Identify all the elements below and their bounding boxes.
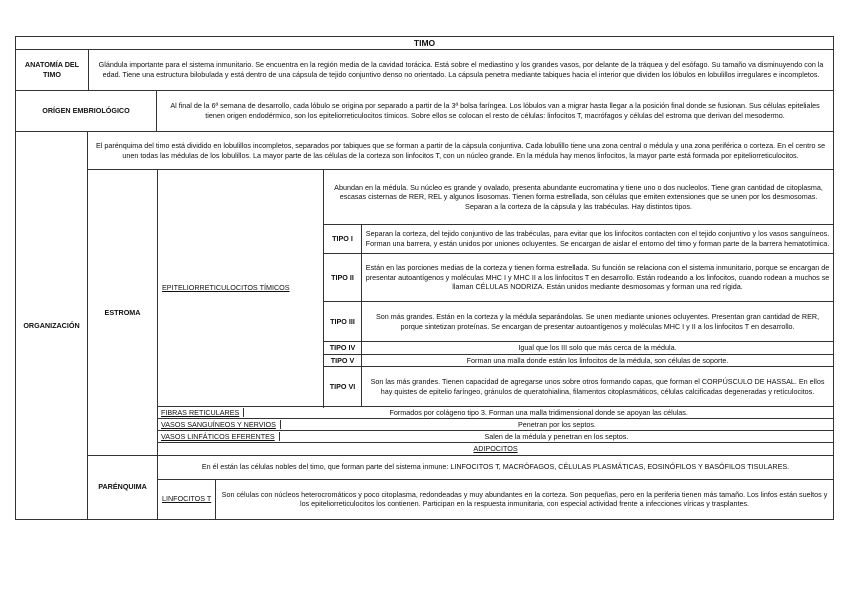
tipo-vi-label: TIPO VI — [324, 367, 362, 407]
tipo-ii-label: TIPO II — [324, 254, 362, 302]
anatomia-row — [16, 50, 834, 91]
tipo-iii-text: Son más grandes. Están en la corteza y la médula separándolas. Se unen mediante uniones ocluyentes. Presentan gran cantidad de RER, porque sintetizan proteínas. Se encargan de presentar autoantígenos y moléculas MHC I y II a los linfocitos T en desarrollo. — [362, 302, 834, 342]
tipo-iii-label: TIPO III — [324, 302, 362, 342]
fibras-label: FIBRAS RETICULARES — [158, 408, 244, 418]
fibras-text: Formados por colágeno tipo 3. Forman una malla tridimensional donde se apoyan las células. — [389, 407, 688, 417]
anatomia-text: Glándula importante para el sistema inmunitario. Se encuentra en la región media de la cavidad torácica. Está sobre el mediastino y los grandes vasos, por delante de la tráquea y del esófago. Su tamaño va disminuyendo con la edad. Tiene una estructura bilobulada y está dentro de una cápsula de tejido conjuntivo denso no orientado. La cápsula penetra mediante tabiques hacia el interior que dividen los lóbulos en lobulillos irregulares e incompletos. — [98, 60, 824, 79]
organizacion-label: ORGANIZACIÓN — [16, 132, 88, 520]
origen-row — [16, 91, 834, 132]
timo-document — [15, 36, 833, 520]
vasos-linfaticos-label: VASOS LINFÁTICOS EFERENTES — [158, 432, 280, 442]
vasos-sanguineos-label: VASOS SANGUÍNEOS Y NERVIOS — [158, 420, 281, 430]
vasos-linfaticos-row — [158, 431, 834, 443]
epitelio-label — [158, 170, 324, 407]
epitelio-general: Abundan en la médula. Su núcleo es grande y ovalado, presenta abundante eucromatina y tiene uno o dos nucleolos. Tiene gran cantidad de citoplasma, escasas cisternas de RER, REL y algunos lisosomas. Tienen forma estrellada, son células que emiten extensiones que se unen por los desmosomas. Separan a la corteza de la cápsula y las trabéculas. Hay distintos tipos. — [324, 170, 834, 225]
tipo-ii-text: Están en las porciones medias de la corteza y tienen forma estrellada. Su función se relaciona con el sistema inmunitario, porque se encargan de presentar autoantígenos y moléculas MHC I y MHC II a los linfocitos T en desarrollo. Están rodeando a los linfocitos, cuando rodean a muchos se llaman CÉLULAS NODRIZA. Están unidos mediante desmosomas y forman una red rígida. — [362, 254, 834, 302]
tipo-vi-text: Son las más grandes. Tienen capacidad de agregarse unos sobre otros formando capas, que forman el CORPÚSCULO DE HASSAL. En ellos hay quistes de epitelio faríngeo, gránulos de queratohialina, filamentos citoplasmáticos, células calcificadas degeneradas y retículocitos. — [362, 367, 834, 407]
adipocitos-label: ADIPOCITOS — [158, 443, 834, 456]
tipo-i-label: TIPO I — [324, 225, 362, 254]
linfocitos-label-text: LINFOCITOS T — [162, 494, 212, 504]
anatomia-label: ANATOMÍA DEL TIMO — [16, 50, 89, 90]
estroma-label: ESTROMA — [88, 170, 158, 456]
parenquima-intro: En él están las células nobles del timo, que forman parte del sistema inmune: LINFOCITOS T, MACRÓFAGOS, CÉLULAS PLASMÁTICAS, EOSINÓFILOS Y BASÓFILOS TISULARES. — [158, 455, 834, 479]
linfocitos-text: Son células con núcleos heterocromáticos y poco citoplasma, redondeadas y muy abundantes en la corteza. Son pequeñas, pero en la periferia tienen más tamaño. Los linfos están sueltos y los epiteliorreticulocitos los contienen. Participan en la respuesta inmunitaria, con especial actividad frente a infecciones víricas y trasplantes. — [216, 479, 834, 519]
vasos-sanguineos-row — [158, 419, 834, 431]
page-title: TIMO — [16, 37, 834, 50]
timo-table — [15, 36, 834, 520]
parenquima-label: PARÉNQUIMA — [88, 455, 158, 519]
tipo-iv-label: TIPO IV — [324, 342, 362, 355]
linfocitos-label — [158, 479, 216, 519]
tipo-iv-text: Igual que los III solo que más cerca de la médula. — [362, 342, 834, 355]
epitelio-label-text: EPITELIORRETICULOCITOS TÍMICOS — [162, 283, 290, 293]
origen-text: Al final de la 6ª semana de desarrollo, cada lóbulo se origina por separado a partir de la 3ª bolsa faríngea. Los lóbulos van a migrar hasta llegar a la posición final donde se fusionan. Sus células epiteliales tienen origen endodérmico, son los epiteliorreticulocitos tímicos. Sobre ellos se colocan el resto de células: linfocitos T, macrófagos y células del estroma que derivan del mesodermo. — [170, 101, 820, 120]
tipo-v-label: TIPO V — [324, 354, 362, 367]
tipo-i-text: Separan la corteza, del tejido conjuntivo de las trabéculas, para evitar que los linfocitos contacten con el tejido conjuntivo y los vasos sanguíneos. Forman una barrera, y están unidos por uniones ocluyentes. Se encargan de aislar el entorno del timo y forman parte de la barrera hematotímica. — [362, 225, 834, 254]
vasos-linfaticos-text: Salen de la médula y penetran en los septos. — [484, 431, 629, 441]
vasos-sanguineos-text: Penetran por los septos. — [518, 419, 596, 429]
organizacion-intro: El parénquima del timo está dividido en lobulillos incompletos, separados por tabiques que se forman a partir de la cápsula conjuntiva. Cada lobulillo tiene una zona central o médula y una zona periférica o corteza. En el centro se unen todas las médulas de los lobulillos. La mayor parte de las células de la corteza son linfocitos T, con un núcleo grande. En la médula hay menos linfocitos, la mayor parte está formada por epiteliorreticulocitos. — [88, 132, 834, 170]
origen-label: ORÍGEN EMBRIOLÓGICO — [16, 91, 157, 131]
fibras-row — [158, 407, 834, 419]
tipo-v-text: Forman una malla donde están los linfocitos de la médula, son células de soporte. — [362, 354, 834, 367]
